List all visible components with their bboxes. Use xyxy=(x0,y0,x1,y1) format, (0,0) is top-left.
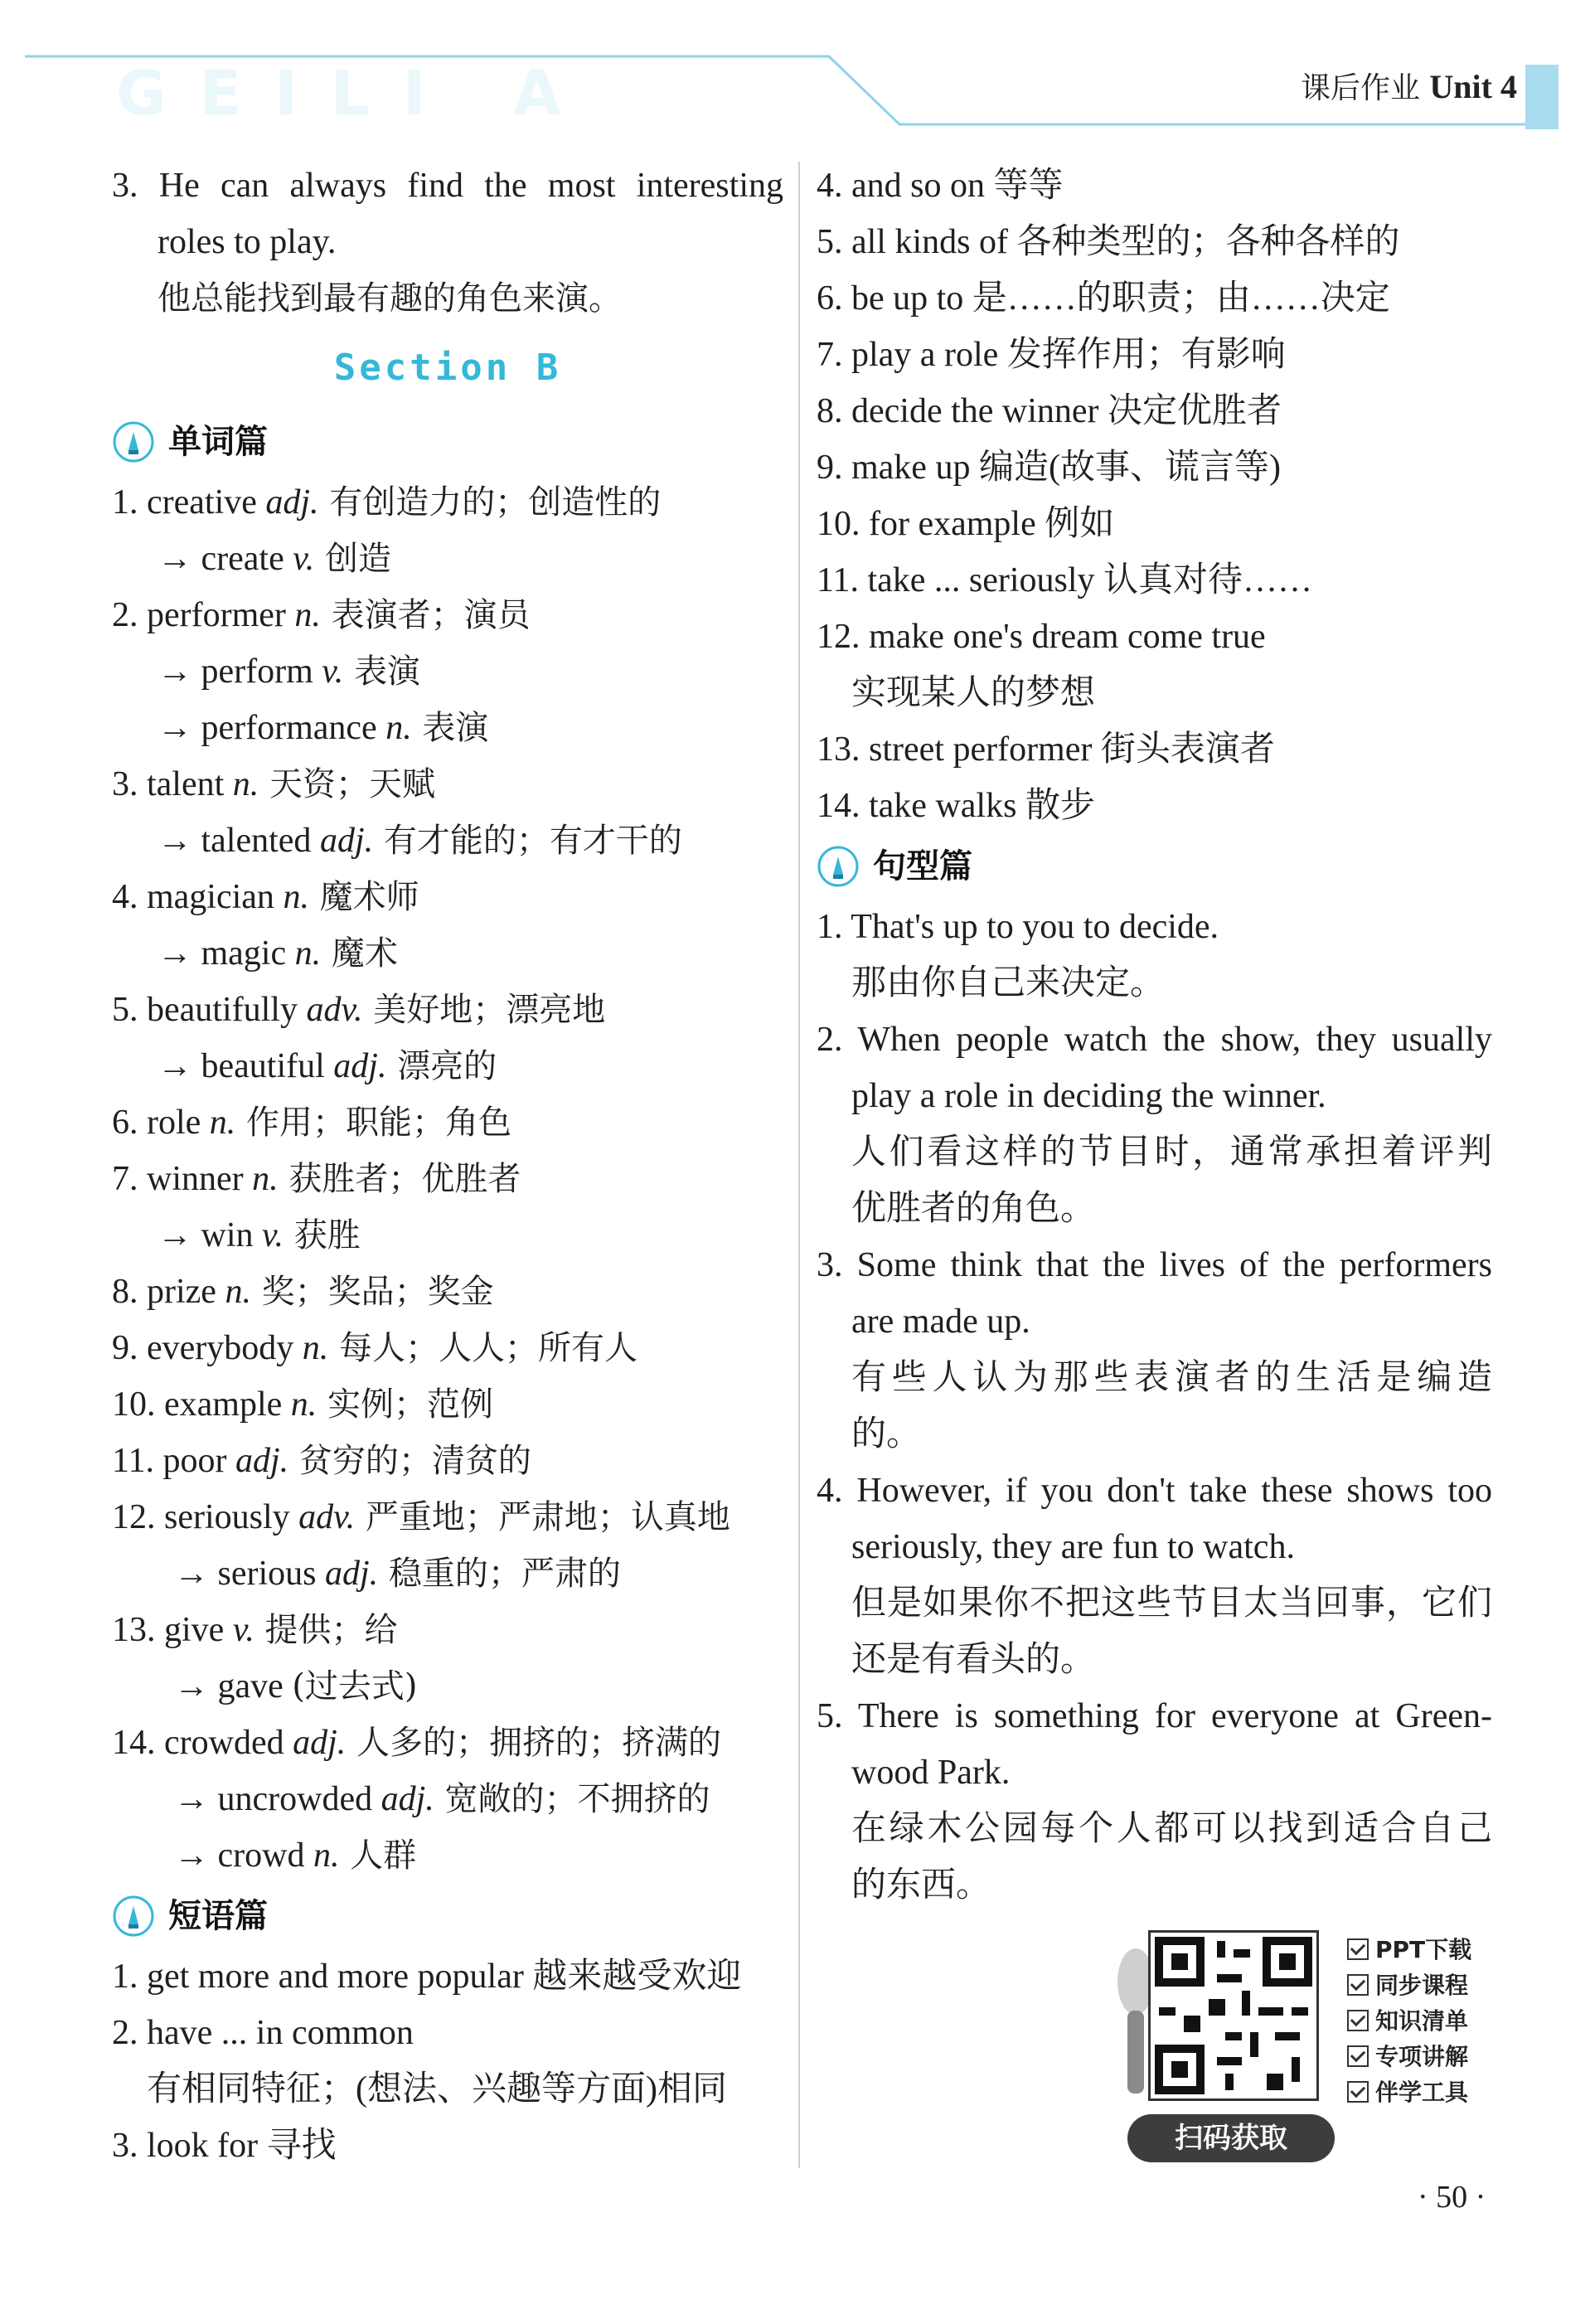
checkbox-icon xyxy=(1347,2045,1369,2067)
vocab-item xyxy=(112,643,783,700)
vocab-number: 12. xyxy=(112,1498,164,1536)
vocab-number: → xyxy=(158,1047,201,1085)
sentence-line: 那由你自己来决定。 xyxy=(851,964,1166,1002)
phrase-item: 7. play a role 发挥作用；有影响 xyxy=(817,336,1286,374)
vocab-meaning: 创造 xyxy=(314,540,391,578)
vocab-item xyxy=(112,1658,783,1715)
vocab-meaning: 有创造力的；创造性的 xyxy=(318,483,662,522)
vocab-number: 5. xyxy=(112,991,147,1029)
vocab-item xyxy=(112,700,783,756)
vocab-word: poor xyxy=(162,1442,235,1480)
vocab-meaning: 有才能的；有才干的 xyxy=(373,822,682,860)
vocab-pos: v. xyxy=(293,540,315,578)
vocab-number: 1. xyxy=(112,483,147,522)
scan-badge: 扫码获取 xyxy=(1127,2114,1335,2162)
vocab-meaning: 每人；人人；所有人 xyxy=(328,1329,637,1367)
vocab-pos: n. xyxy=(290,1385,318,1424)
vocab-word: talent xyxy=(147,765,233,803)
sentence-list xyxy=(817,899,1492,1914)
phrase-item: 4. and so on 等等 xyxy=(817,167,1064,205)
section-title: Section B xyxy=(333,347,562,389)
vocab-number: → xyxy=(158,1216,201,1254)
vocab-pos: adj. xyxy=(333,1047,387,1085)
left-column xyxy=(112,158,783,2174)
sentence-heading xyxy=(817,834,1492,899)
vocab-number: 2. xyxy=(112,596,147,634)
vocab-word: serious xyxy=(217,1555,325,1593)
vocab-meaning: 人多的；拥挤的；挤满的 xyxy=(346,1724,721,1762)
vocab-pos: n. xyxy=(209,1104,236,1142)
vocab-number: → xyxy=(158,934,201,973)
sentence-line: 但是如果你不把这些节目太当回事，它们 xyxy=(851,1584,1492,1623)
vocab-meaning: 获胜 xyxy=(284,1216,361,1254)
vocab-number: 6. xyxy=(112,1104,147,1142)
vocab-word: beautiful xyxy=(201,1047,334,1085)
vocab-number: → xyxy=(174,1667,218,1705)
vocab-item xyxy=(112,1207,783,1264)
sentence-line: 的东西。 xyxy=(851,1866,991,1904)
sentence-line: 人们看这样的节目时，通常承担着评判 xyxy=(851,1133,1492,1172)
vocab-word: crowded xyxy=(164,1724,293,1762)
phrase-list xyxy=(112,1948,783,2174)
phrase-item: 12. make one's dream come true xyxy=(817,618,1266,656)
vocab-meaning: 提供；给 xyxy=(254,1611,398,1649)
vocab-number: 9. xyxy=(112,1329,147,1367)
vocab-word: beautifully xyxy=(147,991,307,1029)
vocab-meaning: 宽敞的；不拥挤的 xyxy=(434,1780,710,1818)
phrase-item: 9. make up 编造(故事、谎言等) xyxy=(817,449,1281,487)
vocab-item xyxy=(112,1376,783,1433)
vocab-word: uncrowded xyxy=(217,1780,381,1818)
vocab-word: magic xyxy=(201,934,295,973)
vocab-item xyxy=(112,1827,783,1884)
sentence-3-en-line2: roles to play. xyxy=(158,223,337,261)
vocab-item xyxy=(112,813,783,869)
checkbox-icon xyxy=(1347,1974,1369,1996)
sentence-line: 2. When people watch the show, they usually xyxy=(817,1021,1492,1059)
vocab-item xyxy=(112,1038,783,1094)
vocab-number: → xyxy=(158,653,201,691)
vocab-list xyxy=(112,474,783,1884)
vocab-item xyxy=(112,1094,783,1151)
sentence-line: 5. There is something for everyone at Green- xyxy=(817,1697,1492,1735)
phrase-item: 6. be up to 是……的职责；由……决定 xyxy=(817,279,1390,318)
vocab-item xyxy=(112,1715,783,1771)
feature-label: 同步课程 xyxy=(1375,1972,1469,1999)
sentence-heading-label: 句型篇 xyxy=(873,847,972,885)
sentence-3-zh: 他总能找到最有趣的角色来演。 xyxy=(158,279,622,318)
vocab-item xyxy=(112,1320,783,1376)
unit-label xyxy=(1301,65,1517,107)
vocab-word: example xyxy=(164,1385,291,1424)
vocab-pos: n. xyxy=(225,1273,251,1311)
sentence-3-en-line1: 3. He can always find the most interesting xyxy=(112,167,783,205)
vocab-number: → xyxy=(158,540,201,578)
qr-promo xyxy=(1111,1915,1500,2181)
phrase-heading-label: 短语篇 xyxy=(168,1897,268,1935)
vocab-pos: adv. xyxy=(306,991,363,1029)
feature-label: 知识清单 xyxy=(1375,2007,1469,2035)
feature-label: 专项讲解 xyxy=(1375,2043,1469,2070)
vocab-pos: v. xyxy=(262,1216,284,1254)
feature-item xyxy=(1347,2039,1471,2074)
sentence-line: 1. That's up to you to decide. xyxy=(817,908,1219,946)
vocab-pos: adj. xyxy=(325,1555,379,1593)
feature-item xyxy=(1347,1967,1471,2003)
vocab-meaning: 表演者；演员 xyxy=(320,596,531,634)
vocab-number: → xyxy=(158,709,201,747)
unit-tab xyxy=(1525,65,1558,129)
vocab-number: → xyxy=(174,1836,218,1875)
vocab-word: role xyxy=(147,1104,210,1142)
vocab-word: performance xyxy=(201,709,386,747)
vocab-item xyxy=(112,531,783,587)
header-watermark: GEILI A xyxy=(116,58,594,129)
checkbox-icon xyxy=(1347,2081,1369,2103)
vocab-word: creative xyxy=(147,483,266,522)
vocab-item xyxy=(112,1545,783,1602)
vocab-pos: v. xyxy=(232,1611,254,1649)
vocab-number: 10. xyxy=(112,1385,164,1424)
phrase-item: 有相同特征；(想法、兴趣等方面)相同 xyxy=(147,2070,727,2108)
vocab-number: → xyxy=(174,1555,218,1593)
vocab-word: give xyxy=(164,1611,233,1649)
homework-label: 课后作业 xyxy=(1300,71,1420,105)
vocab-meaning: 表演 xyxy=(343,653,421,691)
vocab-word: seriously xyxy=(164,1498,299,1536)
vocab-item xyxy=(112,1771,783,1827)
vocab-pos: adj. xyxy=(265,483,319,522)
phrase-item: 8. decide the winner 决定优胜者 xyxy=(817,392,1282,430)
qr-code[interactable] xyxy=(1148,1930,1319,2101)
sentence-line: 4. However, if you don't take these shows too xyxy=(817,1472,1492,1510)
vocab-meaning: 人群 xyxy=(339,1836,417,1875)
vocab-number: 14. xyxy=(112,1724,164,1762)
vocab-pos: n. xyxy=(283,878,309,916)
vocab-number: 3. xyxy=(112,765,147,803)
phrase-item: 实现某人的梦想 xyxy=(851,674,1096,712)
pen-icon xyxy=(817,845,860,888)
vocab-word: win xyxy=(201,1216,262,1254)
phrase-item: 10. for example 例如 xyxy=(817,505,1115,543)
vocab-meaning: 严重地；严肃地；认真地 xyxy=(355,1498,730,1536)
phrase-item: 3. look for 寻找 xyxy=(112,2127,337,2165)
column-divider xyxy=(798,162,800,2168)
vocab-pos: n. xyxy=(232,765,259,803)
vocab-pos: v. xyxy=(322,653,344,691)
phrase-list-continued xyxy=(817,158,1492,834)
vocab-item xyxy=(112,1433,783,1489)
vocab-number: → xyxy=(158,822,201,860)
vocab-word: magician xyxy=(147,878,284,916)
phrase-item: 14. take walks 散步 xyxy=(817,787,1095,825)
vocab-word: perform xyxy=(201,653,322,691)
vocab-heading-label: 单词篇 xyxy=(168,423,268,461)
vocab-meaning: 贫穷的；清贫的 xyxy=(288,1442,531,1480)
vocab-pos: adj. xyxy=(293,1724,347,1762)
vocab-number: 4. xyxy=(112,878,147,916)
qr-code-icon xyxy=(1151,1933,1316,2098)
sentence-line: 有些人认为那些表演者的生活是编造 xyxy=(851,1359,1492,1397)
phrase-item: 11. take ... seriously 认真对待…… xyxy=(817,561,1313,599)
vocab-word: prize xyxy=(147,1273,225,1311)
pen-icon xyxy=(112,420,155,463)
vocab-number: 11. xyxy=(112,1442,163,1480)
feature-label: PPT下载 xyxy=(1375,1936,1472,1963)
vocab-item xyxy=(112,1602,783,1658)
vocab-word: create xyxy=(201,540,293,578)
vocab-number: 7. xyxy=(112,1160,147,1198)
vocab-word: talented xyxy=(201,822,320,860)
vocab-heading xyxy=(112,410,783,474)
vocab-word: crowd xyxy=(217,1836,313,1875)
page-header xyxy=(0,0,1590,149)
vocab-word: winner xyxy=(147,1160,253,1198)
unit-number: Unit 4 xyxy=(1429,68,1517,105)
vocab-number: 13. xyxy=(112,1611,164,1649)
vocab-item xyxy=(112,1151,783,1207)
vocab-pos: adj. xyxy=(235,1442,289,1480)
vocab-word: everybody xyxy=(147,1329,303,1367)
pen-icon xyxy=(112,1895,155,1938)
vocab-meaning: (过去式) xyxy=(292,1667,418,1705)
sentence-line: wood Park. xyxy=(851,1754,1011,1792)
vocab-item xyxy=(112,869,783,925)
vocab-meaning: 获胜者；优胜者 xyxy=(278,1160,521,1198)
page-number: · 50 · xyxy=(1418,2180,1486,2215)
vocab-meaning: 实例；范例 xyxy=(317,1385,493,1424)
vocab-meaning: 表演 xyxy=(411,709,489,747)
phrase-item: 5. all kinds of 各种类型的；各种各样的 xyxy=(817,223,1400,261)
vocab-pos: n. xyxy=(313,1836,340,1875)
vocab-pos: n. xyxy=(294,934,322,973)
sentence-line: 的。 xyxy=(851,1415,922,1453)
vocab-pos: n. xyxy=(302,1329,329,1367)
sentence-line: are made up. xyxy=(851,1303,1030,1341)
vocab-meaning: 美好地；漂亮地 xyxy=(362,991,606,1029)
vocab-item xyxy=(112,587,783,643)
vocab-number: 8. xyxy=(112,1273,147,1311)
vocab-item xyxy=(112,1264,783,1320)
vocab-meaning: 漂亮的 xyxy=(386,1047,497,1085)
vocab-meaning: 作用；职能；角色 xyxy=(235,1104,512,1142)
vocab-meaning: 奖；奖品；奖金 xyxy=(250,1273,494,1311)
sentence-line: play a role in deciding the winner. xyxy=(851,1077,1326,1115)
vocab-meaning: 魔术 xyxy=(321,934,398,973)
vocab-number: → xyxy=(174,1780,218,1818)
right-column xyxy=(817,158,1492,1914)
vocab-pos: n. xyxy=(252,1160,279,1198)
feature-item xyxy=(1347,1932,1471,1967)
checkbox-icon xyxy=(1347,1938,1369,1960)
vocab-pos: n. xyxy=(385,709,412,747)
vocab-item xyxy=(112,925,783,982)
sentence-line: 还是有看头的。 xyxy=(851,1641,1096,1679)
vocab-meaning: 天资；天赋 xyxy=(259,765,436,803)
vocab-word: performer xyxy=(147,596,295,634)
vocab-pos: adv. xyxy=(298,1498,356,1536)
vocab-pos: adj. xyxy=(319,822,374,860)
vocab-meaning: 稳重的；严肃的 xyxy=(378,1555,621,1593)
vocab-word: gave xyxy=(217,1667,293,1705)
phrase-item: 1. get more and more popular 越来越受欢迎 xyxy=(112,1958,742,1996)
checkbox-icon xyxy=(1347,2010,1369,2031)
sentence-line: 优胜者的角色。 xyxy=(851,1190,1096,1228)
sentence-line: 3. Some think that the lives of the performers xyxy=(817,1246,1492,1284)
feature-item xyxy=(1347,2074,1471,2110)
sentence-line: seriously, they are fun to watch. xyxy=(851,1528,1295,1566)
phrase-item: 2. have ... in common xyxy=(112,2014,414,2052)
vocab-item xyxy=(112,1489,783,1545)
feature-item xyxy=(1347,2003,1471,2039)
vocab-item xyxy=(112,982,783,1038)
vocab-pos: n. xyxy=(294,596,321,634)
feature-list xyxy=(1347,1932,1471,2110)
feature-label: 伴学工具 xyxy=(1375,2079,1469,2106)
vocab-item xyxy=(112,756,783,813)
vocab-meaning: 魔术师 xyxy=(308,878,419,916)
vocab-pos: adj. xyxy=(381,1780,434,1818)
phrase-item: 13. street performer 街头表演者 xyxy=(817,730,1275,769)
vocab-item xyxy=(112,474,783,531)
sentence-line: 在绿木公园每个人都可以找到适合自己 xyxy=(851,1810,1492,1848)
phrase-heading xyxy=(112,1884,783,1948)
